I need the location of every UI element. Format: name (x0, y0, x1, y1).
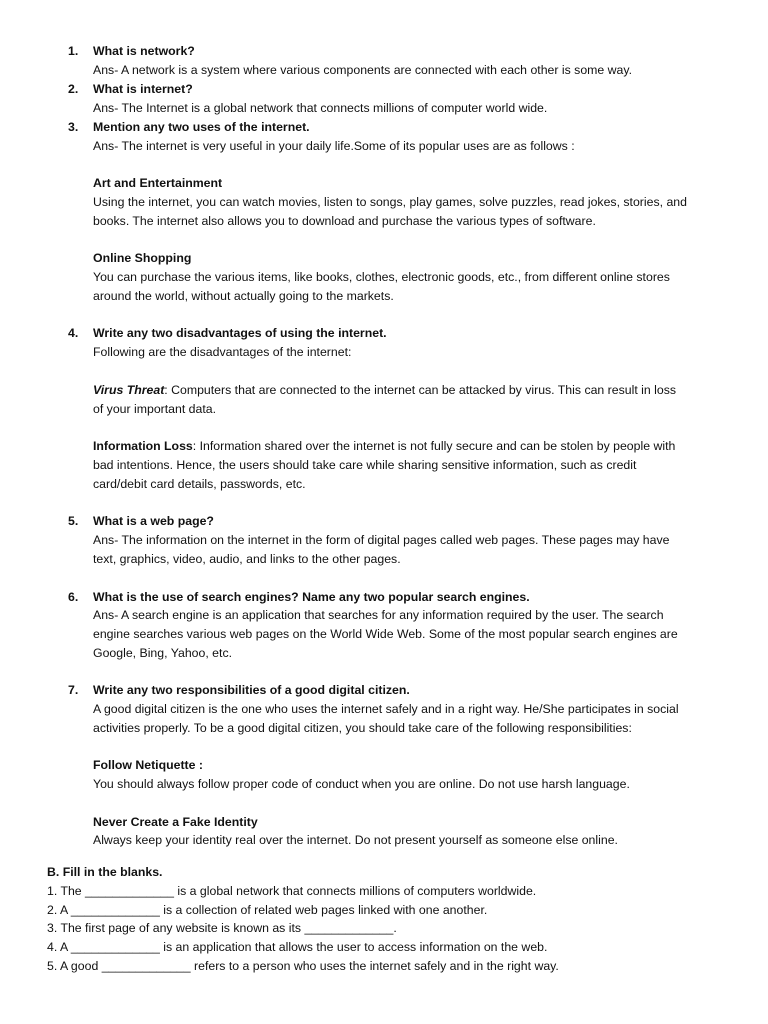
section-heading: Never Create a Fake Identity (93, 815, 258, 829)
section-heading: Virus Threat (93, 383, 165, 397)
section-line: books. The internet also allows you to download and purchase the various types of software. (93, 214, 596, 228)
section-line: bad intentions. Hence, the users should take care while sharing sensitive information, such as credit (93, 458, 637, 472)
answer-line: A good digital citizen is the one who uses the internet safely and in a right way. He/She participates in social (93, 702, 679, 716)
section-text: : Information shared over the internet is not fully secure and can be stolen by people with (192, 439, 676, 453)
section-line: You can purchase the various items, like books, clothes, electronic goods, etc., from different online stores (93, 270, 670, 284)
answer-line: Ans- A search engine is an application that searches for any information required by the user. The search (93, 608, 664, 622)
section-text: : Computers that are connected to the internet can be attacked by virus. This can result in loss (164, 383, 677, 397)
fill-blank-item: 3. The first page of any website is known as its _____________. (47, 921, 397, 935)
section-line: of your important data. (93, 402, 217, 416)
answer-line: text, graphics, video, audio, and links to the other pages. (93, 552, 401, 566)
answer-line: activities properly. To be a good digital citizen, you should take care of the following responsibilities: (93, 721, 632, 735)
question-number: 5. (68, 514, 79, 528)
question-heading: What is network? (93, 44, 195, 58)
question-number: 3. (68, 120, 79, 134)
answer-line: Google, Bing, Yahoo, etc. (93, 646, 233, 660)
answer-line: Ans- The information on the internet in the form of digital pages called web pages. These pages may have (93, 533, 670, 547)
answer-line: engine searches various web pages on the World Wide Web. Some of the most popular search engines are (93, 627, 678, 641)
section-first-line (93, 437, 675, 455)
section-line: card/debit card details, passwords, etc. (93, 477, 306, 491)
question-heading: Write any two responsibilities of a good digital citizen. (93, 683, 410, 697)
section-line: You should always follow proper code of conduct when you are online. Do not use harsh language. (93, 777, 630, 791)
fill-blanks-title: B. Fill in the blanks. (47, 865, 163, 879)
question-heading: Mention any two uses of the internet. (93, 120, 310, 134)
fill-blank-item: 1. The _____________ is a global network that connects millions of computers worldwide. (47, 884, 537, 898)
question-heading: What is a web page? (93, 514, 214, 528)
fill-blank-item: 2. A _____________ is a collection of related web pages linked with one another. (47, 903, 488, 917)
section-heading: Information Loss (93, 439, 193, 453)
question-heading: Write any two disadvantages of using the internet. (93, 326, 387, 340)
question-number: 1. (68, 44, 79, 58)
section-line: around the world, without actually going to the markets. (93, 289, 394, 303)
question-heading: What is the use of search engines? Name any two popular search engines. (93, 590, 530, 604)
question-number: 2. (68, 82, 79, 96)
question-heading: What is internet? (93, 82, 193, 96)
answer-line: Ans- The Internet is a global network that connects millions of computer world wide. (93, 101, 548, 115)
fill-blank-item: 4. A _____________ is an application that allows the user to access information on the web. (47, 940, 548, 954)
question-number: 6. (68, 590, 79, 604)
fill-blank-item: 5. A good _____________ refers to a person who uses the internet safely and in the right way. (47, 959, 559, 973)
answer-line: Ans- A network is a system where various components are connected with each other is some way. (93, 63, 633, 77)
section-heading: Art and Entertainment (93, 176, 223, 190)
section-line: Using the internet, you can watch movies, listen to songs, play games, solve puzzles, read jokes, stories, and (93, 195, 687, 209)
section-heading: Online Shopping (93, 251, 192, 265)
question-number: 7. (68, 683, 79, 697)
question-number: 4. (68, 326, 79, 340)
answer-line: Ans- The internet is very useful in your daily life.Some of its popular uses are as follows : (93, 139, 575, 153)
section-line: Always keep your identity real over the internet. Do not present yourself as someone else online. (93, 833, 618, 847)
section-heading: Follow Netiquette : (93, 758, 203, 772)
answer-line: Following are the disadvantages of the internet: (93, 345, 352, 359)
section-first-line (93, 381, 676, 399)
